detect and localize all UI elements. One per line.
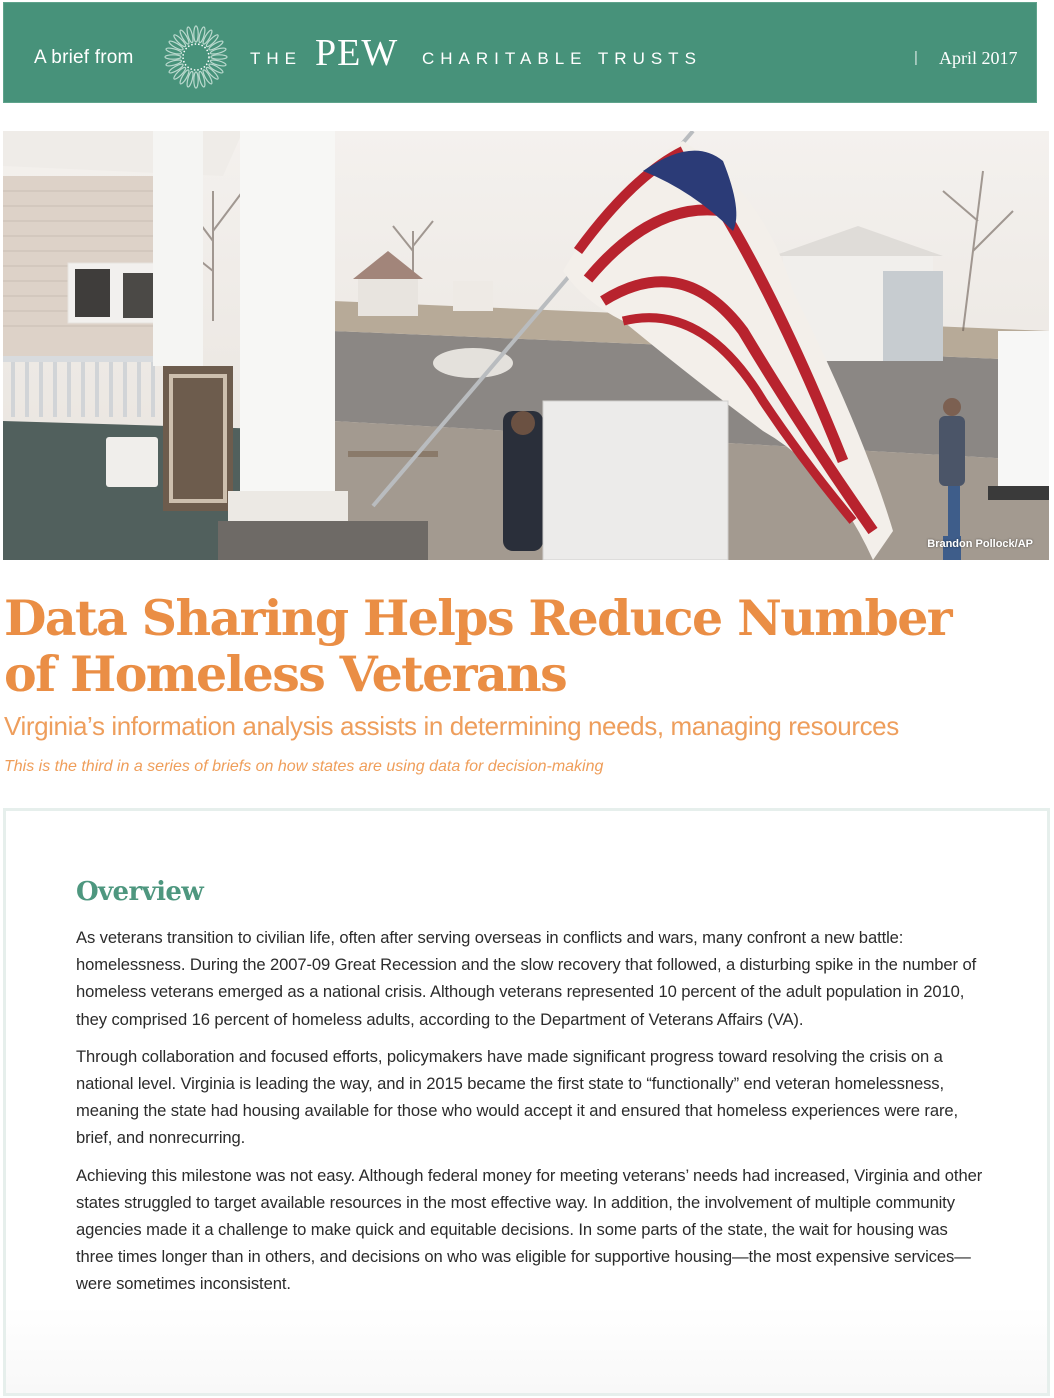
org-name-pew: PEW [315, 32, 399, 74]
series-note: This is the third in a series of briefs on how states are using data for decision-making [4, 758, 604, 775]
article-subtitle: Virginia’s information analysis assists in determining needs, managing resources [4, 711, 899, 741]
overview-paragraph: As veterans transition to civilian life, often after serving overseas in conflicts and wars, many confront a new battle: homelessness. During the 2007-09 Great Recession and the slow recovery that followed, a disturbing spike in the number of homeless veterans emerged as a national crisis. Although veterans represented 10 percent of the adult population in 2010, they comprised 16 percent of homeless adults, according to the Department of Veterans Affairs (VA). [76, 928, 977, 1029]
header-banner [3, 2, 1037, 103]
header-separator: | [914, 49, 918, 66]
overview-paragraph: Through collaboration and focused efforts, policymakers have made significant progress toward resolving the crisis on a national level. Virginia is leading the way, and in 2015 became the first state to “functionally” end veteran homelessness, meaning the state had housing available for those who would accept it and ensured that homeless experiences were rare, brief, and nonrecurring. [76, 1046, 959, 1148]
hero-photo [3, 131, 1049, 560]
article-title [4, 590, 1044, 702]
sunburst-icon [164, 25, 228, 89]
brief-intro: A brief from [34, 47, 134, 68]
title-line-1: Data Sharing Helps Reduce Number [4, 589, 951, 647]
publication-date: April 2017 [939, 48, 1018, 68]
overview-paragraph: Achieving this milestone was not easy. Although federal money for meeting veterans’ needs had increased, Virginia and other states struggled to target available resources in the most effective way. In addition, the involvement of multiple community agencies made it a challenge to make quick and equitable decisions. In some parts of the state, the wait for housing was three times longer than in others, and decisions on who was eligible for supportive housing—the most expensive services—were sometimes inconsistent. [76, 1165, 983, 1294]
overview-body [76, 924, 986, 1308]
photo-credit: Brandon Pollock/AP [927, 538, 1033, 550]
photo-illustration [3, 131, 1049, 560]
org-name-the: THE [250, 49, 302, 68]
overview-box [3, 808, 1050, 1396]
title-line-2: of Homeless Veterans [4, 645, 567, 703]
org-name-rest: CHARITABLE TRUSTS [422, 49, 702, 68]
overview-heading: Overview [76, 877, 204, 907]
